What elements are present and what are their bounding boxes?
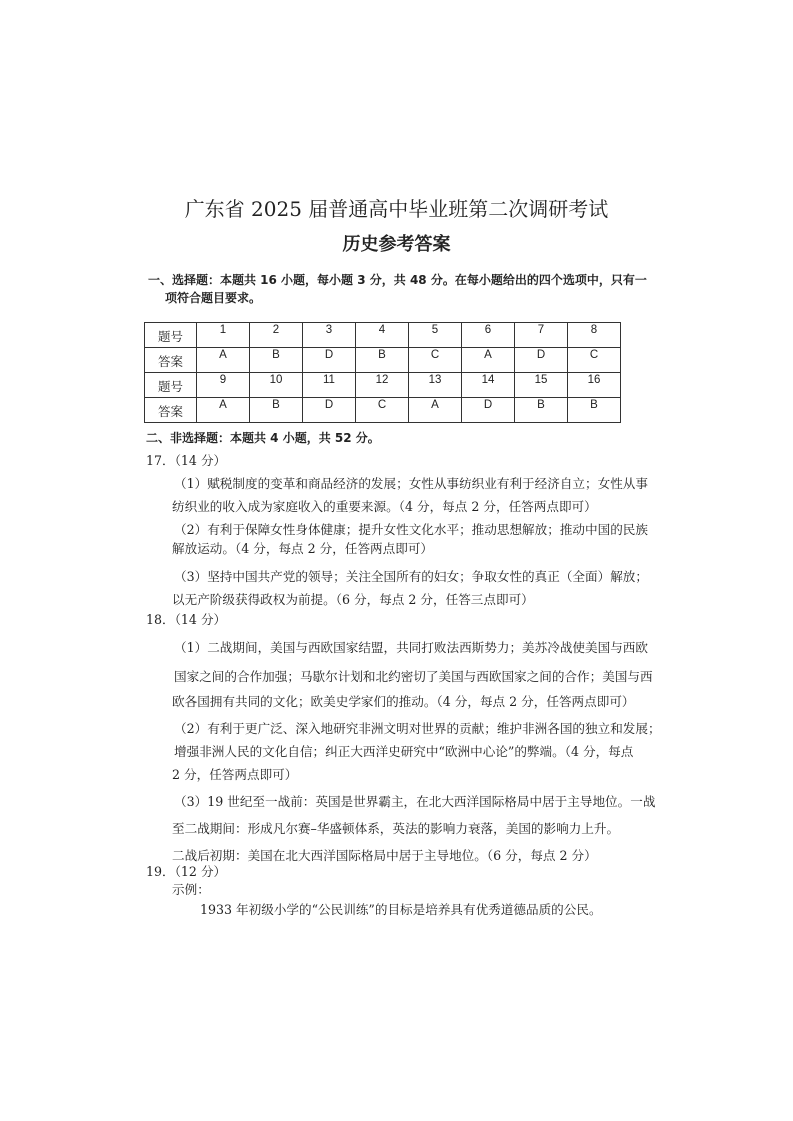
row-label: 答案	[145, 348, 197, 373]
table-row	[145, 348, 621, 373]
answer-cell: D	[515, 348, 568, 373]
question-number-cell: 6	[462, 323, 515, 348]
question-19-label: 19．（12 分）	[146, 864, 227, 879]
q17-answer-line: （1）赋税制度的变革和商品经济的发展；女性从事纺织业有利于经济自立；女性从事	[174, 476, 648, 491]
q18-answer-line: （3）19 世纪至一战前：英国是世界霸主，在北大西洋国际格局中居于主导地位。一战	[174, 794, 656, 809]
q18-answer-line: 二战后初期：美国在北大西洋国际格局中居于主导地位。（6 分，每点 2 分）	[172, 848, 597, 863]
answer-cell: A	[197, 398, 250, 423]
question-number-cell: 2	[250, 323, 303, 348]
answer-cell: A	[197, 348, 250, 373]
question-number-cell: 5	[409, 323, 462, 348]
q19-example-text: 1933 年初级小学的“公民训练”的目标是培养具有优秀道德品质的公民。	[200, 902, 602, 917]
document-subtitle: 历史参考答案	[342, 234, 451, 255]
question-number-cell: 4	[356, 323, 409, 348]
document-title: 广东省 2025 届普通高中毕业班第二次调研考试	[184, 197, 609, 221]
answer-cell: B	[250, 348, 303, 373]
question-18-label: 18．（14 分）	[146, 612, 227, 627]
answer-cell: B	[356, 348, 409, 373]
answer-table	[144, 322, 621, 423]
table-row	[145, 398, 621, 423]
q17-answer-line: （2）有利于保障女性身体健康；提升女性文化水平；推动思想解放；推动中国的民族	[174, 522, 648, 537]
section2-heading: 二、非选择题：本题共 4 小题，共 52 分。	[146, 431, 380, 445]
answer-cell: B	[568, 398, 621, 423]
answer-cell: D	[303, 398, 356, 423]
section1-instructions: 一、选择题：本题共 16 小题，每小题 3 分，共 48 分。在每小题给出的四个选项中，只有一	[148, 273, 647, 287]
table-row	[145, 373, 621, 398]
answer-cell: C	[409, 348, 462, 373]
answer-cell: A	[462, 348, 515, 373]
question-number-cell: 14	[462, 373, 515, 398]
q18-answer-line: 2 分，任答两点即可）	[172, 767, 298, 782]
q17-answer-line: 纺织业的收入成为家庭收入的重要来源。（4 分，每点 2 分，任答两点即可）	[172, 499, 597, 514]
q17-answer-line: 以无产阶级获得政权为前提。（6 分，每点 2 分，任答三点即可）	[172, 592, 534, 607]
q17-answer-line: （3）坚持中国共产党的领导；关注全国所有的妇女；争取女性的真正（全面）解放；	[174, 569, 648, 584]
q18-answer-line: 至二战期间：形成凡尔赛–华盛顿体系，英法的影响力衰落，美国的影响力上升。	[172, 821, 620, 836]
q18-answer-line: 增强非洲人民的文化自信；纠正大西洋史研究中“欧洲中心论”的弊端。（4 分，每点	[174, 744, 634, 759]
row-label: 题号	[145, 373, 197, 398]
question-number-cell: 1	[197, 323, 250, 348]
q17-answer-line: 解放运动。（4 分，每点 2 分，任答两点即可）	[172, 541, 434, 556]
question-number-cell: 10	[250, 373, 303, 398]
table-row	[145, 323, 621, 348]
question-number-cell: 7	[515, 323, 568, 348]
answer-cell: B	[250, 398, 303, 423]
answer-cell: B	[515, 398, 568, 423]
question-17-label: 17．（14 分）	[146, 453, 227, 468]
question-number-cell: 8	[568, 323, 621, 348]
question-number-cell: 12	[356, 373, 409, 398]
question-number-cell: 11	[303, 373, 356, 398]
answer-cell: C	[568, 348, 621, 373]
row-label: 答案	[145, 398, 197, 423]
q18-answer-line: （2）有利于更广泛、深入地研究非洲文明对世界的贡献；维护非洲各国的独立和发展；	[174, 721, 661, 736]
answer-cell: C	[356, 398, 409, 423]
question-number-cell: 9	[197, 373, 250, 398]
row-label: 题号	[145, 323, 197, 348]
q18-answer-line: 欧各国拥有共同的文化；欧美史学家们的推动。（4 分，每点 2 分，任答两点即可）	[172, 694, 635, 709]
answer-cell: A	[409, 398, 462, 423]
q18-answer-line: （1）二战期间，美国与西欧国家结盟，共同打败法西斯势力；美苏冷战使美国与西欧	[174, 640, 648, 655]
answer-cell: D	[303, 348, 356, 373]
answer-cell: D	[462, 398, 515, 423]
section1-instructions-cont: 项符合题目要求。	[165, 291, 262, 305]
q18-answer-line: 国家之间的合作加强；马歇尔计划和北约密切了美国与西欧国家之间的合作；美国与西	[174, 669, 653, 684]
q19-example-label: 示例：	[172, 882, 210, 897]
question-number-cell: 16	[568, 373, 621, 398]
question-number-cell: 15	[515, 373, 568, 398]
question-number-cell: 13	[409, 373, 462, 398]
question-number-cell: 3	[303, 323, 356, 348]
